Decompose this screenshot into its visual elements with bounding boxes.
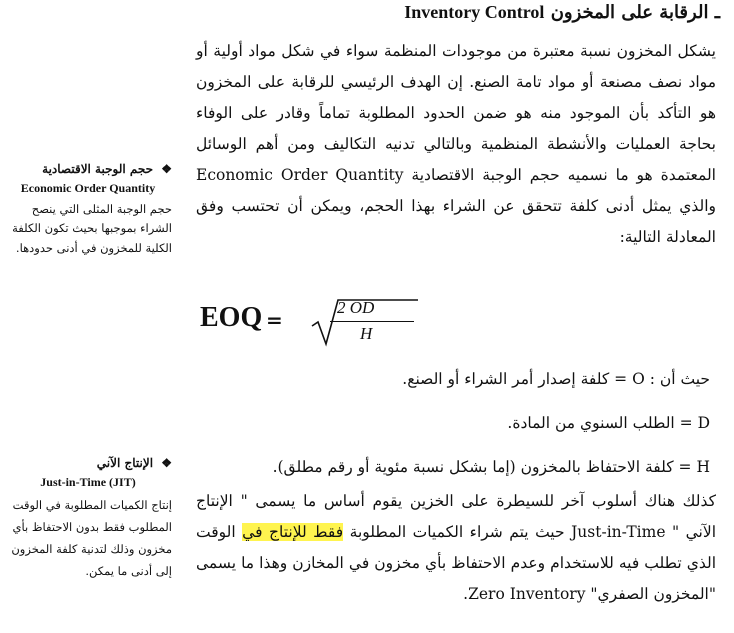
side-note-jit-english: Just-in-Time (JIT) [40,474,136,489]
side-note-eoq-english: Economic Order Quantity [20,180,156,195]
paragraph-2-before: كذلك هناك أسلوب آخر للسيطرة على الخزين يقوم أساس ما يسمى " الإنتاج الآني " Just-in-Time حيث يتم شراء الكميات المطلوبة [196,492,717,541]
side-note-eoq [4,160,172,258]
paragraph-2-text [196,486,716,610]
definition-d: D = الطلب السنوي من المادة. [507,414,710,432]
side-note-jit-title-text: الإنتاج الآني [96,456,154,470]
definition-h: H = كلفة الاحتفاظ بالمخزون (إما بشكل نسبة مئوية أو رقم مطلق). [272,458,710,476]
paragraph-1 [196,36,716,253]
side-note-eoq-text: حجم الوجبة المثلى التي ينصح الشراء بموجبها بحيث تكون الكلفة الكلية للمخزون في أدنى حدودها. [12,201,172,255]
diamond-bullet-icon: ❖ [161,456,172,470]
section-heading [404,2,720,23]
side-note-eoq-title-text: حجم الوجبة الاقتصادية [42,162,154,176]
highlighted-text: فقط للإنتاج في [242,523,344,541]
side-note-jit-title [4,454,172,474]
eoq-equation [200,296,430,356]
equation-denominator: H [360,324,373,343]
equation-numerator: 2 OD [337,298,375,317]
equation-lhs: EOQ [200,302,263,333]
heading-english: Inventory Control [404,2,545,22]
paragraph-2 [196,486,716,610]
side-note-jit [4,454,172,582]
heading-arabic: ـ الرقابة على المخزون [550,2,720,23]
side-note-eoq-title [4,160,172,180]
side-note-jit-text: إنتاج الكميات المطلوبة في الوقت المطلوب فقط بدون الاحتفاظ بأي مخزون وذلك لتدنية كلفة المخزون إلى أدنى ما يمكن. [11,497,172,578]
paragraph-2-after: الوقت الذي تطلب فيه للاستخدام وعدم الاحتفاظ بأي مخزون في المخازن وهذا ما يسمى "المخزون الصفري" Zero Inventory. [196,523,716,603]
fraction-bar [330,321,414,322]
paragraph-1-text: يشكل المخزون نسبة معتبرة من موجودات المنظمة سواء في شكل مواد أولية أو مواد نصف مصنعة أو مواد تامة الصنع. إن الهدف الرئيسي للرقابة على المخزون هو التأكد بأن الموجود منه هو ضمن الحدود المطلوبة تماماً وقادر على الوفاء بحاجة العمليات والأنشطة المنظمية وبالتالي تدنيه التكاليف ومن أهم الوسائل المعتمدة هو ما نسميه حجم الوجبة الاقتصادية Economic Order Quantity والذي يمثل أدنى كلفة تتحقق عن الشراء بهذا الحجم، ويمكن أن تحتسب وفق المعادلة التالية: [196,42,716,246]
equation-equals: = [266,308,283,332]
definition-o: حيث أن : O = كلفة إصدار أمر الشراء أو الصنع. [402,370,710,388]
diamond-bullet-icon: ❖ [161,162,172,176]
